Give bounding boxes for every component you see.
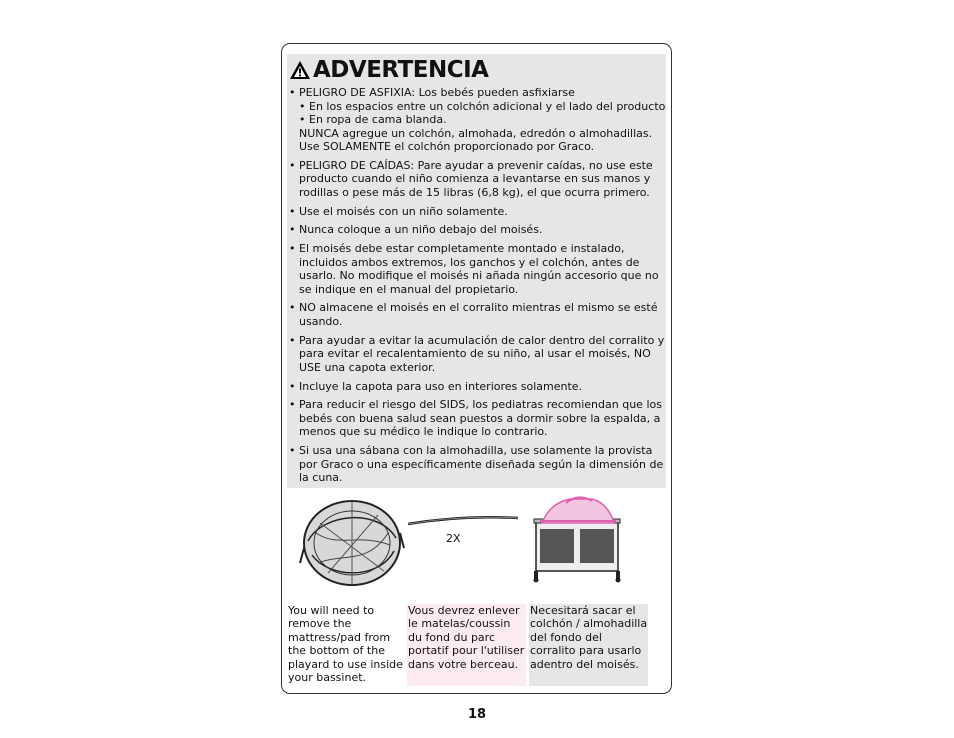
warning-item: • Para ayudar a evitar la acumulación de calor dentro del corralito y para evitar el recalentamiento de su niño, al usar el moisés, NO USE una capota exterior. xyxy=(289,334,666,375)
warning-item: • El moisés debe estar completamente montado e instalado, incluidos ambos extremos, los ganchos y el colchón, antes de usarlo. No modifique el moisés ni añada ningún accesorio que no se indique en el manual del propietario. xyxy=(289,242,666,296)
warning-item: • PELIGRO DE CAÍDAS: Pare ayudar a prevenir caídas, no use este producto cuando el niño comienza a levantarse en sus manos y rodillas o pese más de 15 libras (6,8 kg), el que ocurra primero. xyxy=(289,159,666,200)
warning-list xyxy=(289,86,666,490)
warning-item: • Nunca coloque a un niño debajo del moisés. xyxy=(289,223,666,237)
folded-mattress-illustration xyxy=(298,493,406,593)
instruction-english: You will need to remove the mattress/pad from the bottom of the playard to use inside your bassinet. xyxy=(288,604,406,686)
warning-item: • Use el moisés con un niño solamente. xyxy=(289,205,666,219)
warning-subitem: • En los espacios entre un colchón adicional y el lado del producto xyxy=(299,100,666,114)
instruction-french: Vous devrez enlever le matelas/coussin du fond du parc portatif pour l'utiliser dans votre berceau. xyxy=(407,604,526,686)
warning-item: • Si usa una sábana con la almohadilla, use solamente la provista por Graco o una específicamente diseñada según la dimensión de la cuna. xyxy=(289,444,666,485)
warning-item-text: • PELIGRO DE ASFIXIA: Los bebés pueden asfixiarse xyxy=(299,86,575,99)
warning-title-text: ADVERTENCIA xyxy=(313,57,489,83)
warning-triangle-icon xyxy=(289,60,311,80)
playard-bassinet-illustration xyxy=(530,493,624,583)
warning-item-note: NUNCA agregue un colchón, almohada, edredón o almohadillas. Use SOLAMENTE el colchón proporcionado por Graco. xyxy=(299,126,653,153)
warning-item xyxy=(289,86,666,154)
warning-title xyxy=(289,56,488,84)
warning-item: • NO almacene el moisés en el corralito mientras el mismo se esté usando. xyxy=(289,301,666,328)
warning-item: • Incluye la capota para uso en interiores solamente. xyxy=(289,380,666,394)
warning-item: • Para reducir el riesgo del SIDS, los pediatras recomiendan que los bebés con buena salud sean puestos a dormir sobre la espalda, a menos que su médico le indique lo contrario. xyxy=(289,398,666,439)
instruction-spanish: Necesitará sacar el colchón / almohadilla del fondo del corralito para usarlo adentro del moisés. xyxy=(529,604,648,686)
quantity-label: 2X xyxy=(446,532,461,545)
support-rod-illustration xyxy=(406,493,520,533)
warning-subitem: • En ropa de cama blanda. xyxy=(299,113,666,127)
page-number: 18 xyxy=(467,707,487,722)
